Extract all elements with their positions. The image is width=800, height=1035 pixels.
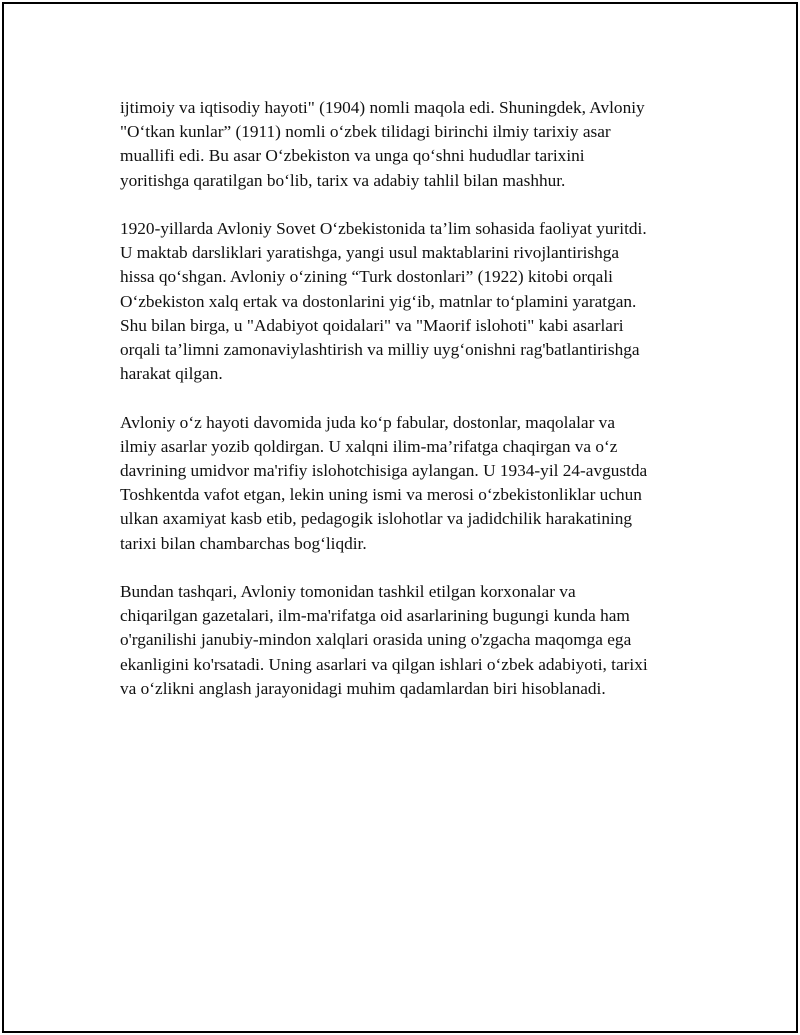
text-line: Toshkentda vafot etgan, lekin uning ismi va merosi o‘zbekistonliklar uchun [120,485,642,505]
paragraph-3 [120,411,730,556]
text-line: yoritishga qaratilgan bo‘lib, tarix va adabiy tahlil bilan mashhur. [120,170,566,190]
text-line: Shu bilan birga, u "Adabiyot qoidalari" va "Maorif islohoti" kabi asarlari [120,315,624,335]
paragraph-2 [120,217,730,386]
text-line: chiqarilgan gazetalari, ilm-ma'rifatga oid asarlarining bugungi kunda ham [120,606,630,626]
paragraph-4 [120,580,730,701]
text-line: tarixi bilan chambarchas bog‘liqdir. [120,533,367,553]
text-line: muallifi edi. Bu asar O‘zbekiston va unga qo‘shni hududlar tarixini [120,146,585,166]
text-line: Bundan tashqari, Avloniy tomonidan tashkil etilgan korxonalar va [120,582,576,602]
text-line: O‘zbekiston xalq ertak va dostonlarini yig‘ib, matnlar to‘plamini yaratgan. [120,291,637,311]
text-line: ulkan axamiyat kasb etib, pedagogik islohotlar va jadidchilik harakatining [120,509,633,529]
document-body [120,96,730,725]
text-line: hissa qo‘shgan. Avloniy o‘zining “Turk dostonlari” (1922) kitobi orqali [120,267,613,287]
text-line: Avloniy o‘z hayoti davomida juda ko‘p fabular, dostonlar, maqolalar va [120,412,615,432]
text-line: va o‘zlikni anglash jarayonidagi muhim qadamlardan biri hisoblanadi. [120,678,606,698]
text-line: ekanligini ko'rsatadi. Uning asarlari va qilgan ishlari o‘zbek adabiyoti, tarixi [120,654,648,674]
text-line: U maktab darsliklari yaratishga, yangi usul maktablarini rivojlantirishga [120,243,620,263]
text-line: "O‘tkan kunlar” (1911) nomli o‘zbek tilidagi birinchi ilmiy tarixiy asar [120,122,611,142]
text-line: harakat qilgan. [120,364,223,384]
paragraph-1 [120,96,730,193]
text-line: o'rganilishi janubiy-mindon xalqlari orasida uning o'zgacha maqomga ega [120,630,632,650]
text-line: davrining umidvor ma'rifiy islohotchisiga aylangan. U 1934-yil 24-avgustda [120,461,648,481]
page-frame [2,2,798,1033]
text-line: 1920-yillarda Avloniy Sovet O‘zbekistonida ta’lim sohasida faoliyat yuritdi. [120,219,647,238]
text-line: ijtimoiy va iqtisodiy hayoti" (1904) nomli maqola edi. Shuningdek, Avloniy [120,98,645,117]
text-line: ilmiy asarlar yozib qoldirgan. U xalqni ilim-ma’rifatga chaqirgan va o‘z [120,436,618,456]
text-line: orqali ta’limni zamonaviylashtirish va milliy uyg‘onishni rag'batlantirishga [120,340,640,360]
